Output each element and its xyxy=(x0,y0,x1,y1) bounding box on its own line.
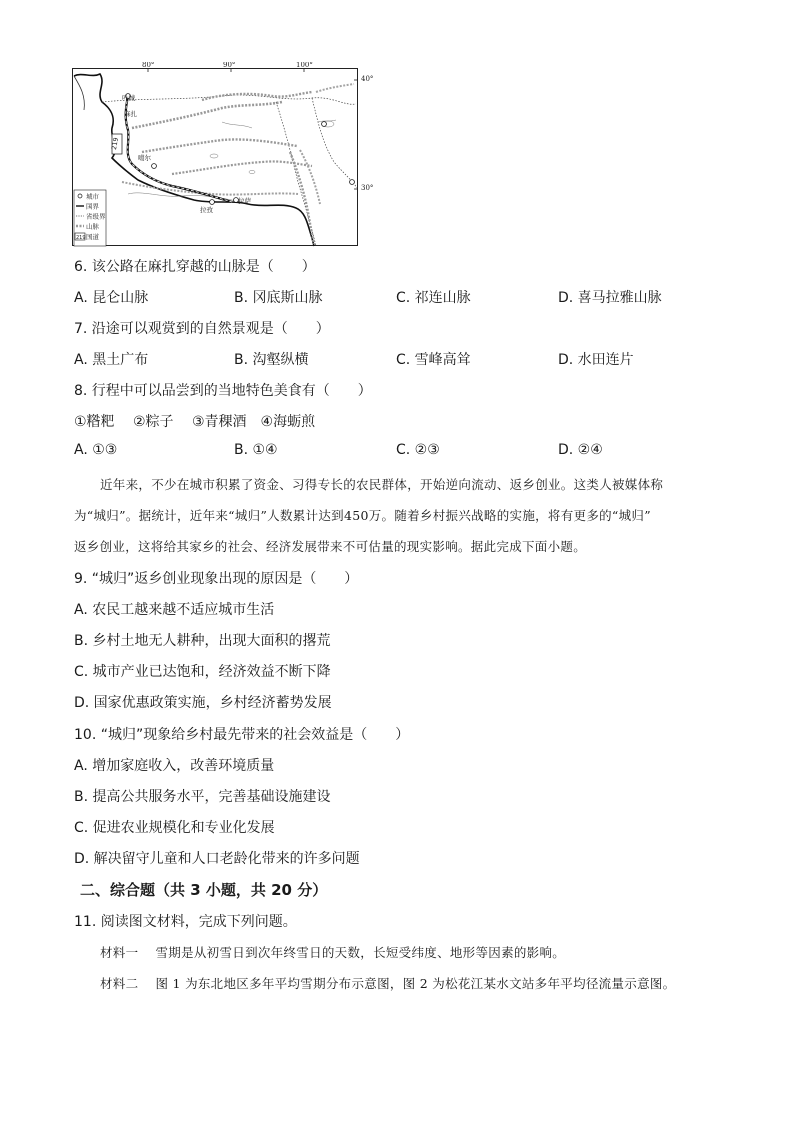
q6-option-a[interactable]: A. 昆仑山脉 xyxy=(74,290,149,306)
passage-line-3: 返乡创业，这将给其家乡的社会、经济发展带来不可估量的现实影响。据此完成下面小题。 xyxy=(74,539,587,554)
q8-items: ①糌粑 ②粽子 ③青稞酒 ④海蛎煎 xyxy=(74,414,316,430)
map-legend xyxy=(74,190,106,246)
legend-national-road: 国道 xyxy=(86,233,99,241)
question-10-stem: 10. “城归”现象给乡村最先带来的社会效益是（ ） xyxy=(74,727,410,743)
passage-line-2: 为“城归”。据统计，近年来“城归”人数累计达到450万。随着乡村振兴战略的实施，将有更多的“城归” xyxy=(74,508,651,523)
lat-label-40: 40° xyxy=(361,75,374,83)
q6-option-d[interactable]: D. 喜马拉雅山脉 xyxy=(558,290,662,306)
legend-city: 城市 xyxy=(86,192,99,201)
legend-provincial-border: 省级界 xyxy=(86,212,106,221)
q8-option-b[interactable]: B. ①④ xyxy=(234,442,278,458)
q6-option-b[interactable]: B. 冈底斯山脉 xyxy=(234,290,323,306)
lat-label-30: 30° xyxy=(361,184,374,192)
lon-label-90: 90° xyxy=(223,62,236,69)
q7-option-a[interactable]: A. 黑土广布 xyxy=(74,352,149,368)
q11-material-1: 材料一 雪期是从初雪日到次年终雪日的天数，长短受纬度、地形等因素的影响。 xyxy=(100,945,566,960)
lon-label-80: 80° xyxy=(142,62,155,69)
city-label-lhasa: 拉萨 xyxy=(238,197,251,205)
place-label-mazha: 麻扎 xyxy=(124,110,137,118)
q6-option-c[interactable]: C. 祁连山脉 xyxy=(396,290,471,306)
road-label-219: 219 xyxy=(110,136,121,151)
legend-national-border: 国界 xyxy=(86,202,99,211)
question-6-stem: 6. 该公路在麻扎穿越的山脉是（ ） xyxy=(74,259,316,275)
q9-option-b[interactable]: B. 乡村土地无人耕种，出现大面积的撂荒 xyxy=(74,633,331,649)
q9-option-d[interactable]: D. 国家优惠政策实施，乡村经济蓄势发展 xyxy=(74,695,332,711)
q9-option-c[interactable]: C. 城市产业已达饱和，经济效益不断下降 xyxy=(74,664,331,680)
city-label-gaer: 噶尔 xyxy=(138,154,151,162)
question-11-stem: 11. 阅读图文材料，完成下列问题。 xyxy=(74,914,297,930)
q10-option-c[interactable]: C. 促进农业规模化和专业化发展 xyxy=(74,820,275,836)
legend-mountain: 山脉 xyxy=(86,222,99,231)
q7-option-c[interactable]: C. 雪峰高耸 xyxy=(396,352,471,368)
q8-option-d[interactable]: D. ②④ xyxy=(558,442,603,458)
city-label-yecheng: 叶城 xyxy=(122,94,135,102)
q7-option-d[interactable]: D. 水田连片 xyxy=(558,352,634,368)
question-9-stem: 9. “城归”返乡创业现象出现的原因是（ ） xyxy=(74,571,359,587)
question-7-stem: 7. 沿途可以观赏到的自然景观是（ ） xyxy=(74,321,330,337)
q10-option-a[interactable]: A. 增加家庭收入，改善环境质量 xyxy=(74,758,275,774)
q10-option-b[interactable]: B. 提高公共服务水平，完善基础设施建设 xyxy=(74,789,331,805)
legend-road-symbol: 219 xyxy=(76,235,86,241)
section-2-title: 二、综合题（共 3 小题，共 20 分） xyxy=(80,881,328,899)
q8-option-a[interactable]: A. ①③ xyxy=(74,442,118,458)
q11-material-2: 材料二 图 1 为东北地区多年平均雪期分布示意图，图 2 为松花江某水文站多年平均径流量示意图。 xyxy=(100,976,676,991)
q9-option-a[interactable]: A. 农民工越来越不适应城市生活 xyxy=(74,602,275,618)
city-label-lazi: 拉孜 xyxy=(200,206,213,214)
q8-option-c[interactable]: C. ②③ xyxy=(396,442,440,458)
lon-label-100: 100° xyxy=(296,62,313,69)
question-8-stem: 8. 行程中可以品尝到的当地特色美食有（ ） xyxy=(74,383,372,399)
passage-line-1: 近年来，不少在城市积累了资金、习得专长的农民群体，开始逆向流动、返乡创业。这类人被媒体称 xyxy=(100,477,664,492)
q7-option-b[interactable]: B. 沟壑纵横 xyxy=(234,352,309,368)
q10-option-d[interactable]: D. 解决留守儿童和人口老龄化带来的许多问题 xyxy=(74,851,360,867)
highway-219-map xyxy=(72,62,376,248)
